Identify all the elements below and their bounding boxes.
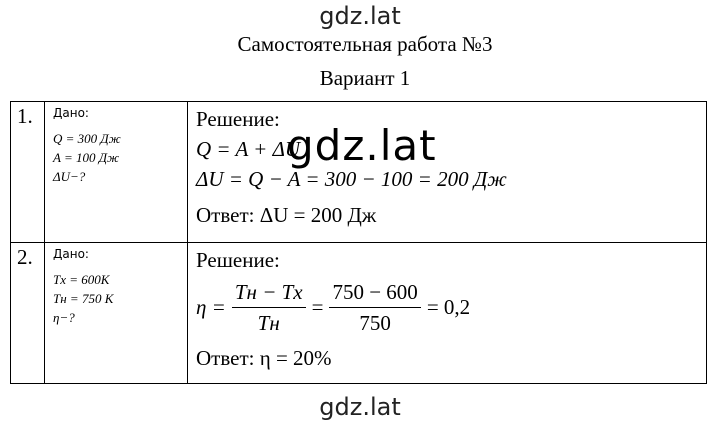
page-title: Самостоятельная работа №3 xyxy=(237,32,493,56)
fraction-values xyxy=(329,279,420,336)
formula-lhs: η = xyxy=(196,294,226,319)
fraction-temperature xyxy=(232,279,306,336)
solution-cell xyxy=(188,243,707,384)
solution-line: Q = A + ΔU xyxy=(196,137,301,161)
solution-label: Решение: xyxy=(196,107,280,131)
solution-label: Решение: xyxy=(196,248,280,272)
watermark-center: gdz.lat xyxy=(287,121,437,170)
variant-label: Вариант 1 xyxy=(319,66,411,90)
solution-line: ΔU = Q − A = 300 − 100 = 200 Дж xyxy=(196,167,507,191)
task-number: 1. xyxy=(11,102,45,243)
given-line: Q = 300 Дж xyxy=(53,131,121,146)
formula-equals: = xyxy=(311,294,324,319)
given-line: ΔU−? xyxy=(53,169,86,184)
formula-result: = 0,2 xyxy=(426,294,471,319)
efficiency-formula xyxy=(196,277,700,337)
given-line: A = 100 Дж xyxy=(53,150,120,165)
task-number: 2. xyxy=(11,243,45,384)
given-line: Tн = 750 К xyxy=(53,291,114,306)
solution-cell xyxy=(188,102,707,243)
answer-line: Ответ: η = 20% xyxy=(196,346,332,370)
fraction-numerator: Tн − Tх xyxy=(232,279,306,308)
answer-line: Ответ: ΔU = 200 Дж xyxy=(196,203,377,227)
given-line: Tх = 600К xyxy=(53,272,110,287)
given-label: Дано: xyxy=(53,106,89,120)
fraction-denominator: 750 xyxy=(359,310,391,335)
given-label: Дано: xyxy=(53,247,89,261)
fraction-denominator: Tн xyxy=(257,310,280,335)
given-cell xyxy=(45,243,188,384)
fraction-numerator: 750 − 600 xyxy=(329,279,420,308)
watermark-bottom: gdz.lat xyxy=(319,393,401,421)
given-line: η−? xyxy=(53,310,75,325)
given-cell xyxy=(45,102,188,243)
task-row-2 xyxy=(11,243,707,384)
watermark-top: gdz.lat xyxy=(319,2,401,30)
